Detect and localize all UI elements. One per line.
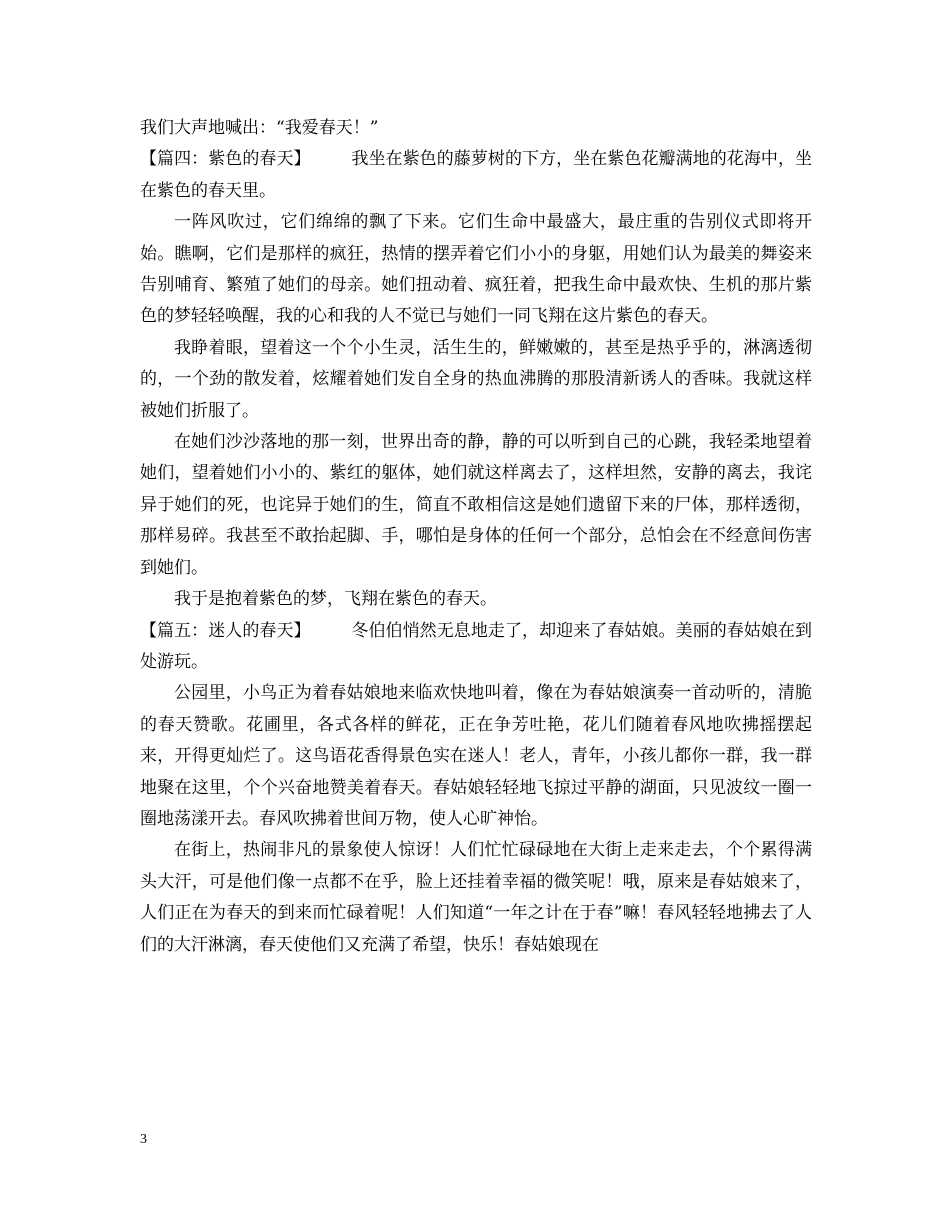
paragraph-text: 公园里，小鸟正为着春姑娘地来临欢快地叫着，像在为春姑娘演奏一首动听的，清脆的春天赞歌。花圃里，各式各样的鲜花，正在争芳吐艳，花儿们随着春风地吹拂摇摆起来，开得更灿烂了。这鸟语花香得景色实在迷人！老人，青年，小孩儿都你一群，我一群地聚在这里，个个兴奋地赞美着春天。春姑娘轻轻地飞掠过平静的湖面，只见波纹一圈一圈地荡漾开去。春风吹拂着世间万物，使人心旷神怡。 (140, 683, 812, 829)
paragraph-open-eyes (140, 333, 812, 427)
section-title-purple-spring: 【篇四：紫色的春天】 (140, 149, 311, 170)
paragraph-park (140, 678, 812, 835)
paragraph-street (140, 835, 812, 961)
paragraph-closing-line (140, 113, 812, 144)
paragraph-text: 在街上，热闹非凡的景象使人惊讶！人们忙忙碌碌地在大街上走来走去，个个累得满头大汗，可是他们像一点都不在乎，脸上还挂着幸福的微笑呢！哦，原来是春姑娘来了，人们正在为春天的到来而忙碌着呢！人们知道“一年之计在于春”嘛！春风轻轻地拂去了人们的大汗淋漓，春天使他们又充满了希望，快乐！春姑娘现在 (140, 840, 812, 955)
paragraph-section-four-intro (140, 144, 812, 207)
paragraph-wind-blows (140, 207, 812, 333)
paragraph-text: 一阵风吹过，它们绵绵的飘了下来。它们生命中最盛大，最庄重的告别仪式即将开始。瞧啊，它们是那样的疯狂，热情的摆弄着它们小小的身躯，用她们认为最美的舞姿来告别哺育、繁殖了她们的母亲。她们扭动着、疯狂着，把我生命中最欢快、生机的那片紫色的梦轻轻唤醒，我的心和我的人不觉已与她们一同飞翔在这片紫色的春天。 (140, 212, 812, 327)
paragraph-text: 我于是抱着紫色的梦，飞翔在紫色的春天。 (174, 589, 497, 610)
paragraph-text: 我坐在紫色的藤萝树的下方，坐在紫色花瓣满地的花海中，坐在紫色的春天里。 (140, 149, 813, 201)
document-body (140, 113, 812, 961)
paragraph-text: 我们大声地喊出：“我爱春天！” (140, 118, 379, 138)
paragraph-section-five-intro (140, 616, 812, 679)
paragraph-falling-moment (140, 427, 812, 584)
paragraph-text: 冬伯伯悄然无息地走了，却迎来了春姑娘。美丽的春姑娘在到处游玩。 (140, 620, 813, 672)
page-number: 3 (140, 1132, 147, 1147)
paragraph-text: 我睁着眼，望着这一个个小生灵，活生生的，鲜嫩嫩的，甚至是热乎乎的，淋漓透彻的，一个劲的散发着，炫耀着她们发自全身的热血沸腾的那股清新诱人的香味。我就这样被她们折服了。 (140, 337, 812, 421)
paragraph-text: 在她们沙沙落地的那一刻，世界出奇的静，静的可以听到自己的心跳，我轻柔地望着她们，望着她们小小的、紫红的躯体，她们就这样离去了，这样坦然，安静的离去，我诧异于她们的死，也诧异于她们的生，简直不敢相信这是她们遗留下来的尸体，那样透彻，那样易碎。我甚至不敢抬起脚、手，哪怕是身体的任何一个部分，总怕会在不经意间伤害到她们。 (140, 432, 812, 578)
section-title-charming-spring: 【篇五：迷人的春天】 (140, 620, 311, 641)
paragraph-purple-dream (140, 584, 812, 615)
